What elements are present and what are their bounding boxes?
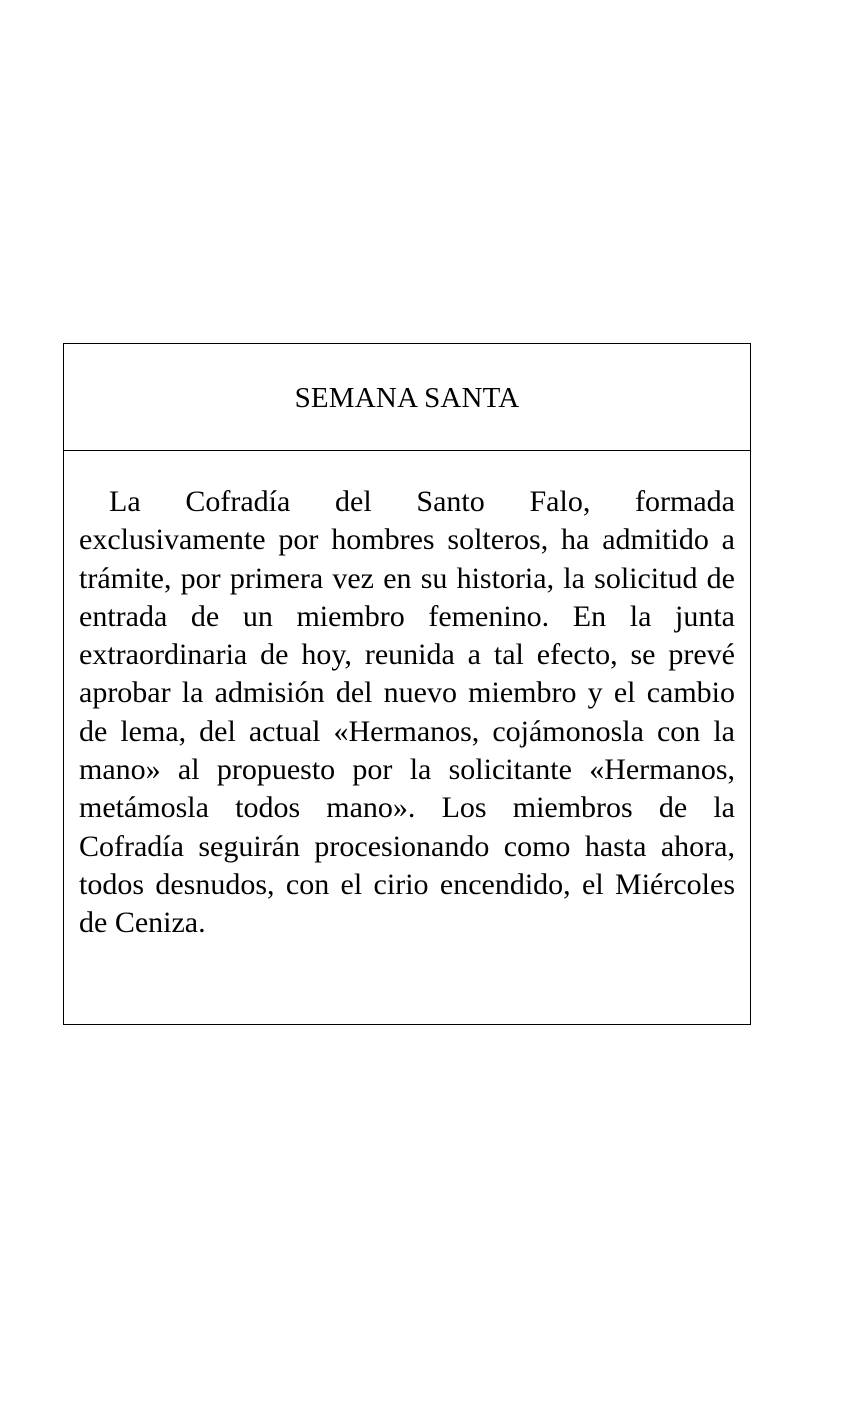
article-header: [64, 344, 750, 451]
article-text: La Cofradía del Santo Falo, formada exclusivamente por hombres solteros, ha admitido a trámite, por primera vez en su historia, la solicitud de entrada de un miembro femenino. En la junta extraordinaria de hoy, reunida a tal efecto, se prevé aprobar la admisión del nuevo miembro y el cambio de lema, del actual «Hermanos, cojámonosla con la mano» al propuesto por la solicitante «Hermanos, metámosla todos mano». Los miembros de la Cofradía seguirán procesionando como hasta ahora, todos desnudos, con el cirio encendido, el Miércoles de Ceniza.: [79, 485, 735, 940]
article-body: [64, 451, 750, 943]
article-title: SEMANA SANTA: [294, 381, 520, 414]
article-box: [63, 343, 751, 1025]
